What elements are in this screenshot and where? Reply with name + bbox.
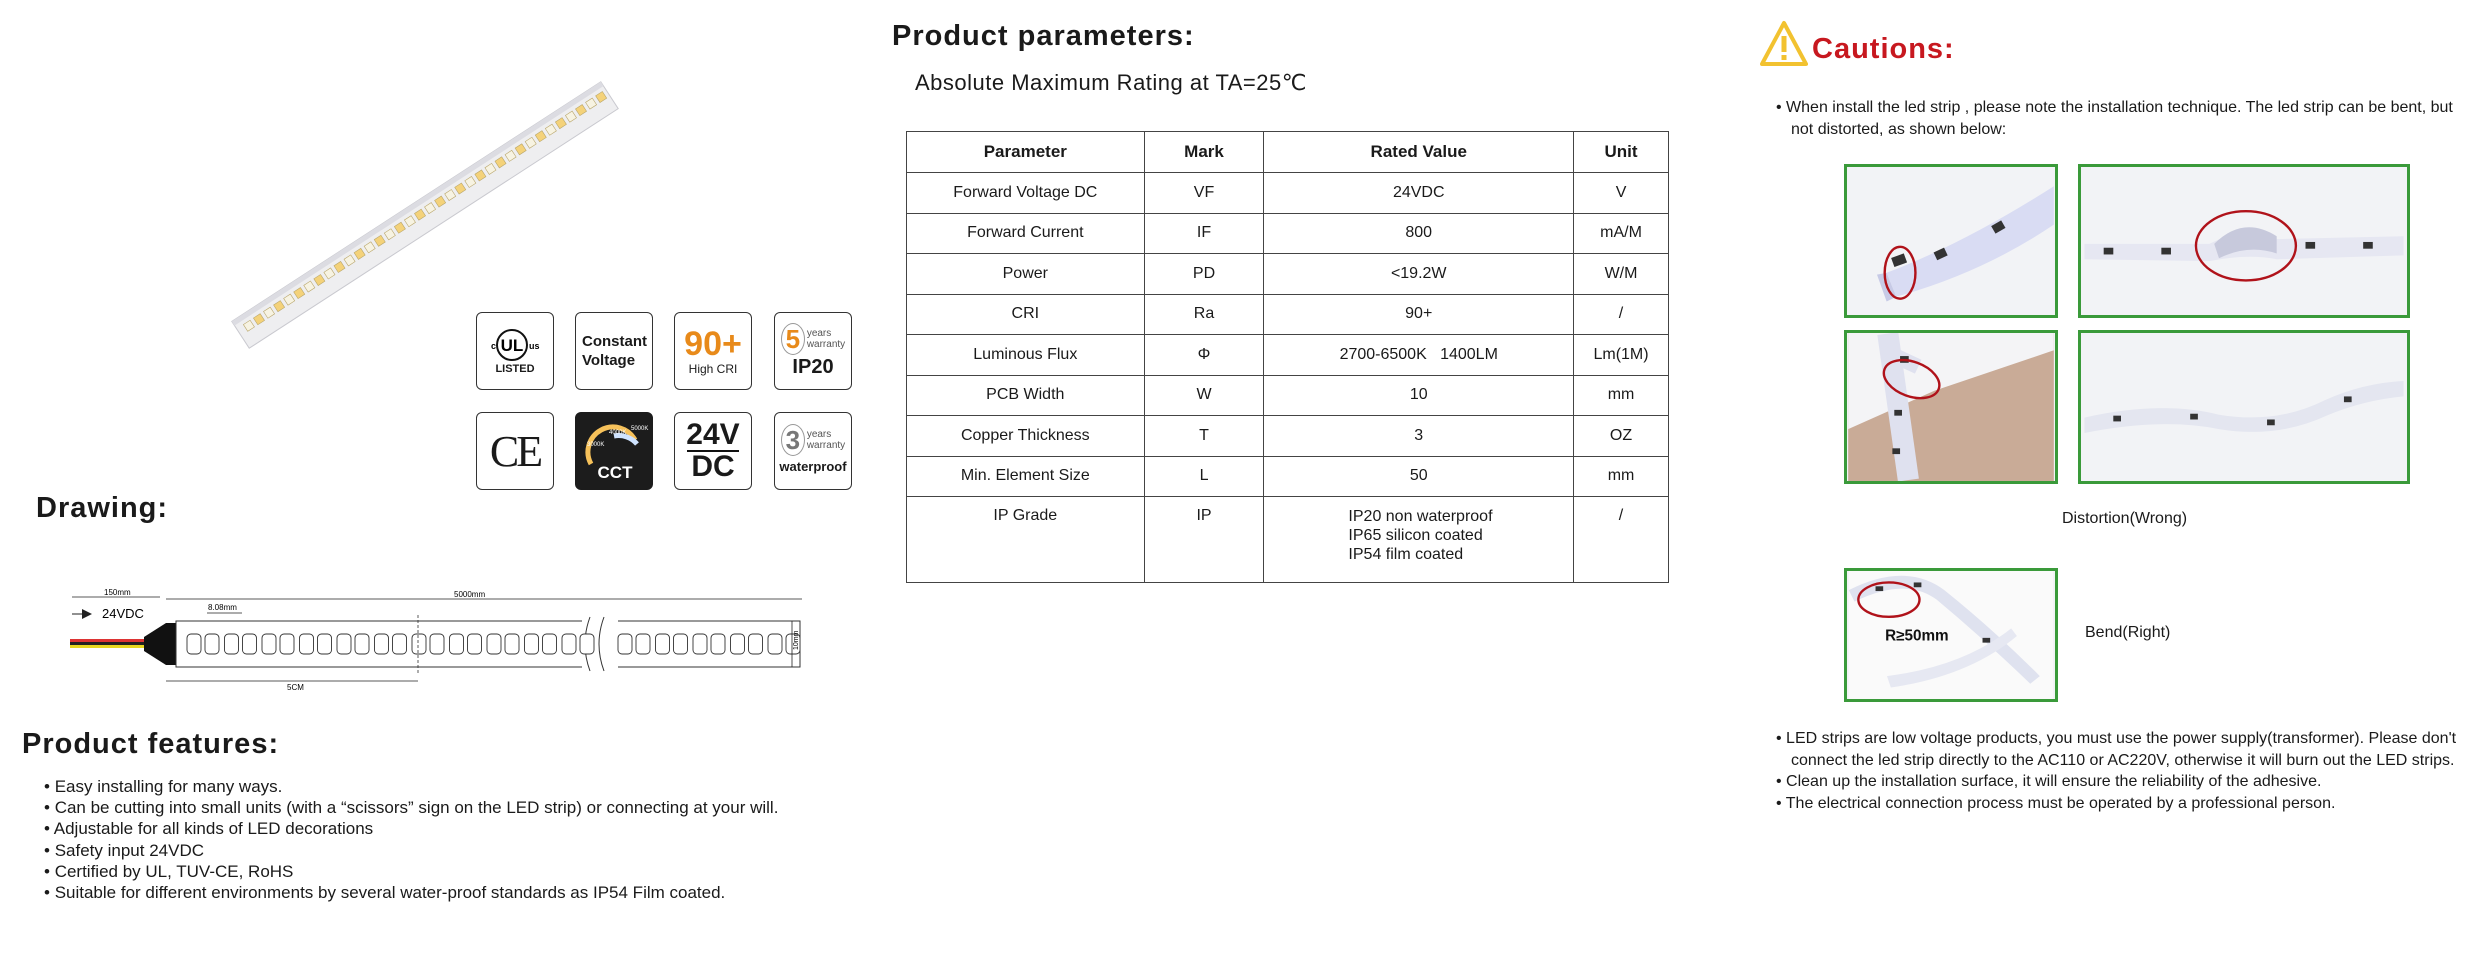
table-cell: <19.2W — [1264, 254, 1574, 295]
table-cell: V — [1574, 173, 1669, 214]
table-cell: W/M — [1574, 254, 1669, 295]
table-row — [907, 416, 1669, 457]
drawing-led — [768, 634, 782, 654]
cautions-title: Cautions: — [1812, 33, 1955, 65]
warning-icon — [1760, 20, 1808, 68]
svg-text:5000mm: 5000mm — [454, 590, 486, 599]
drawing-led — [318, 634, 332, 654]
drawing-led — [375, 634, 389, 654]
table-cell: / — [1574, 497, 1669, 583]
drawing-led — [468, 634, 482, 654]
drawing-led — [693, 634, 707, 654]
column-header: Mark — [1144, 132, 1264, 173]
column-header: Unit — [1574, 132, 1669, 173]
svg-text:c: c — [491, 341, 497, 351]
high-cri-icon: 90+ High CRI — [674, 312, 752, 390]
drawing-led — [674, 634, 688, 654]
params-title: Product parameters: — [892, 20, 1195, 52]
distortion-photo-1 — [1844, 164, 2058, 318]
table-row — [907, 456, 1669, 497]
table-cell: 3 — [1264, 416, 1574, 457]
drawing-led — [731, 634, 745, 654]
drawing-led — [636, 634, 650, 654]
params-table — [906, 131, 1669, 583]
table-cell: Forward Voltage DC — [907, 173, 1145, 214]
table-cell: mm — [1574, 375, 1669, 416]
list-item: • Can be cutting into small units (with a “scissors” sign on the LED strip) or connecting at your will. — [44, 797, 778, 818]
drawing-led — [412, 634, 426, 654]
params-subtitle: Absolute Maximum Rating at TA=25℃ — [915, 70, 1307, 95]
table-cell: Φ — [1144, 335, 1264, 376]
table-row — [907, 497, 1669, 583]
drawing-led — [262, 634, 276, 654]
table-row — [907, 173, 1669, 214]
table-cell: 24VDC — [1264, 173, 1574, 214]
ul-listed-icon: UL c us LISTED — [476, 312, 554, 390]
features-list — [44, 776, 778, 903]
list-item: • Suitable for different environments by several water-proof standards as IP54 Film coated. — [44, 882, 778, 903]
list-item: • Easy installing for many ways. — [44, 776, 778, 797]
svg-text:150mm: 150mm — [104, 588, 131, 597]
list-item: • The electrical connection process must be operated by a professional person. — [1776, 793, 2466, 815]
table-cell: PD — [1144, 254, 1264, 295]
drawing-led — [430, 634, 444, 654]
drawing-led — [355, 634, 369, 654]
svg-text:4000K: 4000K — [609, 430, 627, 436]
column-header: Rated Value — [1264, 132, 1574, 173]
drawing-led — [562, 634, 576, 654]
distortion-photo-2 — [2078, 164, 2410, 318]
warranty-5-years-ip20-icon: 5 years warranty IP20 — [774, 312, 852, 390]
table-cell: PCB Width — [907, 375, 1145, 416]
table-cell: Forward Current — [907, 213, 1145, 254]
drawing-led — [525, 634, 539, 654]
table-cell: mm — [1574, 456, 1669, 497]
drawing-led — [618, 634, 632, 654]
table-row — [907, 294, 1669, 335]
drawing-led — [543, 634, 557, 654]
drawing-led — [450, 634, 464, 654]
table-cell: Min. Element Size — [907, 456, 1145, 497]
table-cell: IF — [1144, 213, 1264, 254]
bend-photo — [1844, 568, 2058, 702]
table-cell: IP20 non waterproof IP65 silicon coated IP54 film coated — [1264, 497, 1574, 583]
table-cell: CRI — [907, 294, 1145, 335]
svg-text:us: us — [529, 341, 540, 351]
table-cell: W — [1144, 375, 1264, 416]
svg-text:5CM: 5CM — [287, 683, 304, 692]
table-cell: Luminous Flux — [907, 335, 1145, 376]
drawing-led — [487, 634, 501, 654]
list-item: • Certified by UL, TUV-CE, RoHS — [44, 861, 778, 882]
bend-caption: Bend(Right) — [2085, 624, 2171, 641]
list-item: • Clean up the installation surface, it will ensure the reliability of the adhesive. — [1776, 771, 2466, 793]
drawing-led — [711, 634, 725, 654]
24v-dc-icon: 24V DC — [674, 412, 752, 490]
cct-icon — [575, 412, 653, 490]
drawing-led — [393, 634, 407, 654]
strip-dimension-drawing — [62, 585, 802, 695]
table-cell: mA/M — [1574, 213, 1669, 254]
table-cell: / — [1574, 294, 1669, 335]
table-cell: 2700-6500K 1400LM — [1264, 335, 1574, 376]
table-row — [907, 213, 1669, 254]
table-row — [907, 254, 1669, 295]
svg-text:UL: UL — [500, 336, 524, 355]
cautions-header — [1760, 20, 1955, 73]
table-cell: Lm(1M) — [1574, 335, 1669, 376]
table-header-row — [907, 132, 1669, 173]
cautions-list — [1776, 728, 2466, 814]
table-row — [907, 335, 1669, 376]
drawing-led — [300, 634, 314, 654]
table-cell: T — [1144, 416, 1264, 457]
distortion-photo-3 — [1844, 330, 2058, 484]
table-row — [907, 375, 1669, 416]
list-item: • When install the led strip , please note the installation technique. The led strip can be bent, but not distorted, as shown below: — [1776, 97, 2466, 140]
drawing-led — [580, 634, 594, 654]
ce-icon: CE — [476, 412, 554, 490]
distortion-photo-4 — [2078, 330, 2410, 484]
list-item: • LED strips are low voltage products, you must use the power supply(transformer). Please don't connect the led strip directly to the AC110 or AC220V, otherwise it will burn out the LED strips. — [1776, 728, 2466, 771]
cautions-intro — [1776, 97, 2466, 140]
constant-voltage-icon: Constant Voltage — [575, 312, 653, 390]
certification-icons — [476, 312, 858, 494]
table-cell: 10 — [1264, 375, 1574, 416]
table-cell: Copper Thickness — [907, 416, 1145, 457]
distortion-caption: Distortion(Wrong) — [2062, 510, 2188, 527]
svg-text:10mm: 10mm — [793, 630, 800, 650]
table-cell: Power — [907, 254, 1145, 295]
table-cell: 90+ — [1264, 294, 1574, 335]
drawing-title: Drawing: — [36, 492, 169, 524]
drawing-led — [749, 634, 763, 654]
drawing-led — [243, 634, 257, 654]
drawing-led — [225, 634, 239, 654]
column-header: Parameter — [907, 132, 1145, 173]
svg-text:CCT: CCT — [597, 463, 633, 482]
warranty-3-years-waterproof-icon: 3 years warranty waterproof — [774, 412, 852, 490]
svg-text:R≥50mm: R≥50mm — [1885, 627, 1949, 645]
svg-text:24VDC: 24VDC — [102, 606, 144, 621]
table-cell: VF — [1144, 173, 1264, 214]
drawing-led — [205, 634, 219, 654]
drawing-led — [505, 634, 519, 654]
drawing-led — [656, 634, 670, 654]
svg-text:5000K: 5000K — [631, 426, 649, 432]
list-item: • Safety input 24VDC — [44, 840, 778, 861]
table-cell: 50 — [1264, 456, 1574, 497]
table-cell: L — [1144, 456, 1264, 497]
list-item: • Adjustable for all kinds of LED decorations — [44, 818, 778, 839]
svg-text:3000K: 3000K — [587, 442, 605, 448]
drawing-led — [280, 634, 294, 654]
drawing-led — [187, 634, 201, 654]
drawing-led — [337, 634, 351, 654]
table-cell: IP — [1144, 497, 1264, 583]
table-cell: IP Grade — [907, 497, 1145, 583]
svg-text:8.08mm: 8.08mm — [208, 603, 237, 612]
features-title: Product features: — [22, 728, 280, 760]
table-cell: OZ — [1574, 416, 1669, 457]
table-cell: 800 — [1264, 213, 1574, 254]
table-cell: Ra — [1144, 294, 1264, 335]
